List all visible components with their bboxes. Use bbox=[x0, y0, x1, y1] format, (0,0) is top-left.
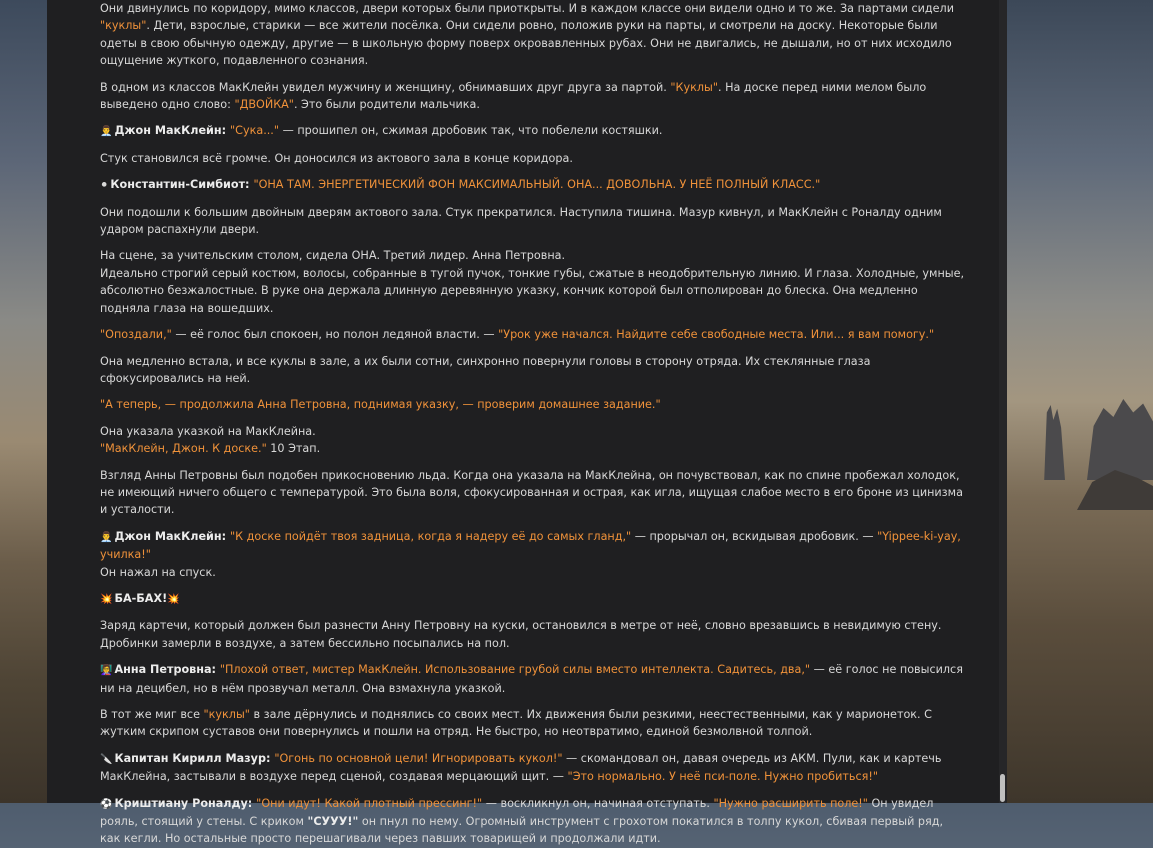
narration-text: Он нажал на спуск. bbox=[100, 565, 216, 579]
story-paragraph bbox=[100, 150, 965, 167]
background-left bbox=[0, 0, 47, 803]
scrollbar-track[interactable] bbox=[999, 0, 1007, 803]
dialogue-quote: "МакКлейн, Джон. К доске." bbox=[100, 442, 267, 456]
narration-text: Заряд картечи, который должен был разнести Анну Петровну на куски, остановился в метре от неё, словно врезавшись в невидимую стену. Дробинки замерли в воздухе, а затем бессильно посыпались на пол. bbox=[100, 619, 942, 650]
emoji-icon: ⚽ bbox=[100, 798, 113, 810]
dialogue-quote: "куклы" bbox=[203, 708, 250, 721]
speaker-name: Криштиану Роналду: bbox=[114, 796, 257, 810]
narration-text: — прошипел он, сжимая дробовик так, что побелели костяшки. bbox=[279, 124, 663, 138]
story-paragraph bbox=[100, 0, 965, 70]
story-text bbox=[47, 0, 1007, 848]
story-paragraph bbox=[100, 204, 965, 239]
narration-text: В тот же миг все bbox=[100, 708, 204, 721]
story-paragraph bbox=[100, 795, 965, 848]
narration-text: . На доске перед ними мелом было выведено одно слово: bbox=[100, 80, 927, 112]
narration-text: — её голос был спокоен, но полон ледяной власти. — bbox=[171, 328, 499, 342]
narration-text: . Это были родители мальчика. bbox=[293, 98, 480, 112]
story-paragraph bbox=[100, 590, 965, 608]
narration-text: — её голос не повысился ни на децибел, но в нём прозвучал металл. Она взмахнула указкой. bbox=[100, 663, 963, 695]
speaker-name: Джон МакКлейн: bbox=[114, 124, 230, 138]
story-paragraph bbox=[100, 528, 965, 581]
narration-text: Идеально строгий серый костюм, волосы, собранные в тугой пучок, тонкие губы, сжатые в неодобрительную линию. И глаза. Холодные, умные, абсолютно безжалостные. В руке она держала длинную деревянную указку, кончик которой был отполирован до блеска. Она медленно подняла глаза на вошедших. bbox=[100, 266, 965, 315]
narration-text: Он увидел рояль, стоящий у стены. С криком bbox=[100, 796, 934, 829]
story-paragraph bbox=[100, 247, 965, 317]
background-right bbox=[1007, 0, 1153, 803]
narration-text: Стук становился всё громче. Он доносился из актового зала в конце коридора. bbox=[100, 151, 573, 165]
narration-text: — скомандовал он, давая очередь из АКМ. Пули, как и картечь МакКлейна, застывали в воздухе перед сценой, создавая мерцающий щит. — bbox=[100, 751, 942, 784]
story-paragraph bbox=[100, 326, 965, 343]
speaker-name: БА-БАХ! bbox=[114, 591, 168, 605]
chat-message-panel bbox=[47, 0, 1007, 846]
story-paragraph bbox=[100, 79, 965, 114]
dialogue-quote: "Yippee-ki-yay, училка!" bbox=[100, 529, 961, 562]
dialogue-quote: "К доске пойдёт твоя задница, когда я надеру её до самых гланд," bbox=[230, 529, 632, 543]
dialogue-quote: "ДВОЙКА" bbox=[234, 98, 294, 112]
story-paragraph bbox=[100, 467, 965, 519]
narration-text: В одном из классов МакКлейн увидел мужчину и женщину, обнимавших друг друга за партой. bbox=[100, 80, 671, 94]
story-paragraph bbox=[100, 176, 965, 194]
emoji-icon: 👩‍🏫 bbox=[100, 665, 113, 677]
emoji-icon: 💥 bbox=[100, 593, 113, 605]
dialogue-quote: "А теперь, — продолжила Анна Петровна, поднимая указку, — проверим домашнее задание." bbox=[100, 398, 661, 412]
narration-text: — прорычал он, вскидывая дробовик. — bbox=[631, 529, 878, 543]
emoji-icon: 👨‍💼 bbox=[100, 126, 113, 138]
dialogue-quote: "ОНА ТАМ. ЭНЕРГЕТИЧЕСКИЙ ФОН МАКСИМАЛЬНЫЙ. ОНА... ДОВОЛЬНА. У НЕЁ ПОЛНЫЙ КЛАСС." bbox=[253, 178, 821, 192]
emoji-icon: 🔪 bbox=[100, 753, 113, 765]
dialogue-quote: "Опоздали," bbox=[100, 328, 172, 342]
story-paragraph bbox=[100, 617, 965, 652]
dialogue-quote: "Урок уже начался. Найдите себе свободные места. Или... я вам помогу." bbox=[498, 328, 935, 342]
rock-formation bbox=[1039, 405, 1065, 480]
emoji-icon: 👨‍💼 bbox=[100, 531, 113, 543]
rock-formation bbox=[1087, 390, 1153, 480]
narration-text: — воскликнул он, начиная отступать. bbox=[482, 796, 714, 810]
narration-text: На сцене, за учительским столом, сидела ОНА. Третий лидер. Анна Петровна. bbox=[100, 249, 566, 263]
story-paragraph bbox=[100, 122, 965, 140]
story-paragraph bbox=[100, 423, 965, 458]
story-paragraph bbox=[100, 396, 965, 413]
scrollbar-thumb[interactable] bbox=[1000, 774, 1005, 802]
dialogue-quote: "СУУУ!" bbox=[307, 815, 359, 829]
story-paragraph bbox=[100, 750, 965, 786]
dialogue-quote: "Огонь по основной цели! Игнорировать кукол!" bbox=[274, 751, 563, 765]
narration-text: 10 Этап. bbox=[266, 442, 321, 456]
narration-text: Взгляд Анны Петровны был подобен прикосновению льда. Когда она указала на МакКлейна, он почувствовал, как по спине пробежал холодок, не имеющий ничего общего с температурой. Это была воля, сфокусированная и острая, как игла, ищущая слабое место в его броне из цинизма и усталости. bbox=[100, 468, 963, 517]
narration-text: Она медленно встала, и все куклы в зале, а их были сотни, синхронно повернули головы в сторону отряда. Их стеклянные глаза сфокусировались на ней. bbox=[100, 354, 871, 385]
speaker-name: Константин-Симбиот: bbox=[110, 178, 254, 192]
story-paragraph bbox=[100, 353, 965, 388]
speaker-name: Анна Петровна: bbox=[114, 663, 220, 677]
speaker-name: Джон МакКлейн: bbox=[114, 529, 230, 543]
emoji-icon: ⚫ bbox=[100, 180, 109, 192]
dialogue-quote: "Они идут! Какой плотный прессинг!" bbox=[256, 796, 483, 810]
story-paragraph bbox=[100, 661, 965, 697]
dialogue-quote: "Сука..." bbox=[230, 124, 280, 138]
story-paragraph bbox=[100, 706, 965, 741]
dialogue-quote: "Плохой ответ, мистер МакКлейн. Использование грубой силы вместо интеллекта. Садитесь, два," bbox=[219, 663, 811, 677]
narration-text: в зале дёрнулись и поднялись со своих мест. Их движения были резкими, неестественными, как у марионеток. С жутким скрипом суставов они повернулись и пошли на отряд. Не быстро, но неотвратимо, единой безмолвной толпой. bbox=[100, 708, 932, 739]
dialogue-quote: "Нужно расширить поле!" bbox=[713, 796, 868, 810]
narration-text: . Дети, взрослые, старики — все жители посёлка. Они сидели ровно, положив руки на парты, и смотрели на доску. Некоторые были одеты в свою обычную одежду, другие — в школьную форму поверх окровавленных рубах. Они не двигались, не дышали, но от них исходило ощущение жуткого, подавленного сознания. bbox=[100, 19, 952, 68]
narration-text: Они двинулись по коридору, мимо классов, двери которых были приоткрыты. И в каждом классе они видели одно и то же. За партами сидели bbox=[100, 2, 954, 15]
emoji-icon: 💥 bbox=[167, 593, 180, 605]
speaker-name: Капитан Кирилл Мазур: bbox=[114, 751, 275, 765]
dialogue-quote: "Куклы" bbox=[670, 80, 718, 94]
dialogue-quote: "куклы" bbox=[100, 19, 147, 33]
dialogue-quote: "Это нормально. У неё пси-поле. Нужно пробиться!" bbox=[567, 770, 878, 784]
narration-text: Они подошли к большим двойным дверям актового зала. Стук прекратился. Наступила тишина. Мазур кивнул, и МакКлейн с Роналду одним ударом распахнули двери. bbox=[100, 205, 942, 237]
narration-text: он пнул по нему. Огромный инструмент с грохотом покатился в толпу кукол, сбивая первый ряд, как кегли. Но остальные просто перешагивали через павших товарищей и продолжали идти. bbox=[100, 815, 944, 846]
narration-text: Она указала указкой на МакКлейна. bbox=[100, 424, 316, 438]
